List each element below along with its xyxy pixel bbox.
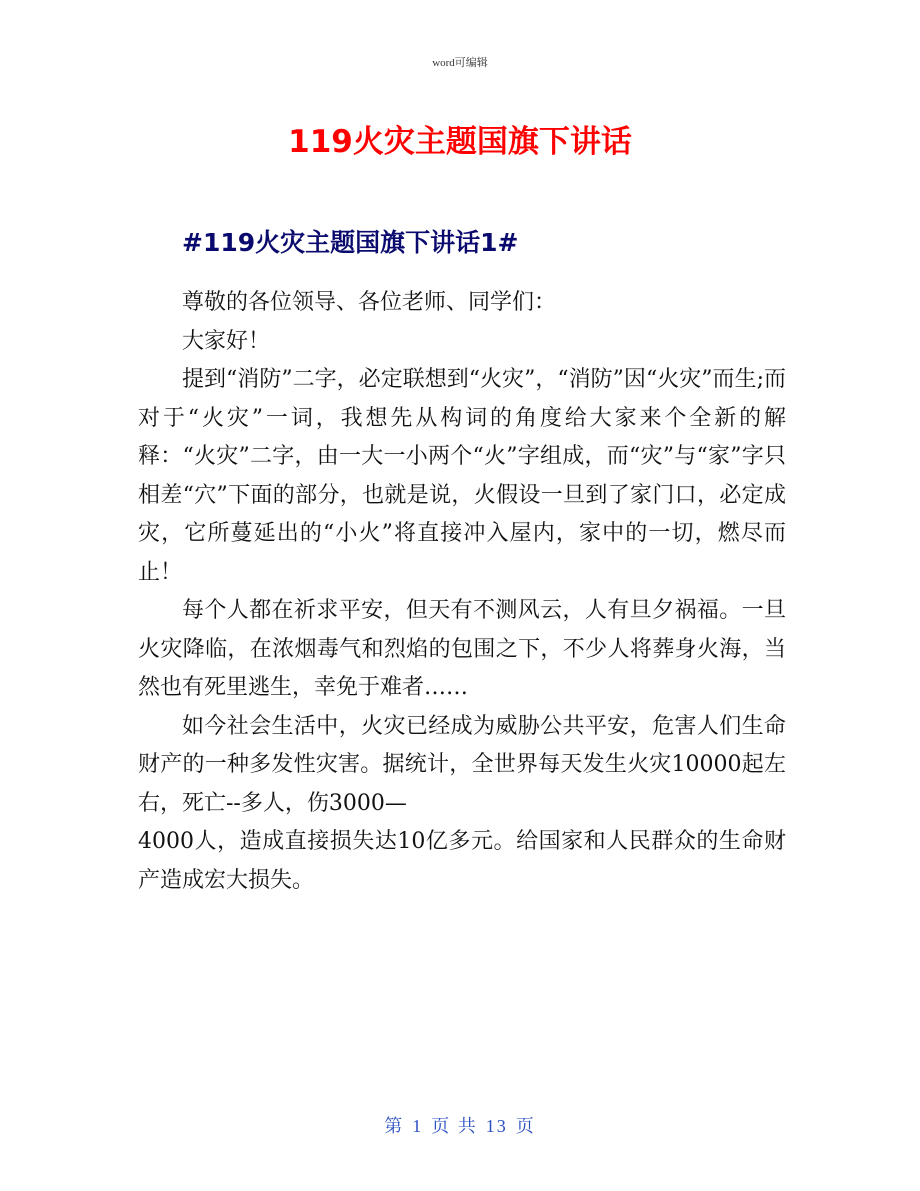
body-text (138, 284, 786, 900)
footer-middle: 页 共 (431, 1116, 478, 1136)
footer-prefix: 第 (384, 1116, 405, 1136)
paragraph-losses: 4000人，造成直接损失达10亿多元。给国家和人民群众的生命财产造成宏大损失。 (138, 829, 786, 893)
paragraph-fire-definition: 提到“消防”二字，必定联想到“火灾”，“消防”因“火灾”而生;而对于“火灾”一词，我想先从构词的角度给大家来个全新的解释：“火灾”二字，由一大一小两个“火”字组成，而“灾”与“家”字只相差“穴”下面的部分，也就是说，火假设一旦到了家门口，必定成灾，它所蔓延出的“小火”将直接冲入屋内，家中的一切，燃尽而止！ (138, 367, 786, 585)
page-footer (0, 1112, 920, 1138)
section-heading: #119火灾主题国旗下讲话1# (182, 228, 519, 257)
footer-suffix: 页 (515, 1116, 536, 1136)
paragraph-salutation: 尊敬的各位领导、各位老师、同学们： (182, 290, 557, 315)
footer-total-pages: 13 (485, 1116, 508, 1136)
paragraph-greeting: 大家好！ (182, 328, 271, 354)
header-note: word可编辑 (432, 57, 488, 69)
document-title: 119火灾主题国旗下讲话 (288, 124, 632, 160)
footer-current-page: 1 (412, 1116, 424, 1136)
paragraph-statistics: 如今社会生活中，火灾已经成为威胁公共平安，危害人们生命财产的一种多发性灾害。据统计，全世界每天发生火灾10000起左右，死亡--多人，伤3000— (138, 713, 786, 816)
paragraph-safety: 每个人都在祈求平安，但天有不测风云，人有旦夕祸福。一旦火灾降临，在浓烟毒气和烈焰的包围之下，不少人将葬身火海，当然也有死里逃生，幸免于难者…… (138, 598, 786, 700)
